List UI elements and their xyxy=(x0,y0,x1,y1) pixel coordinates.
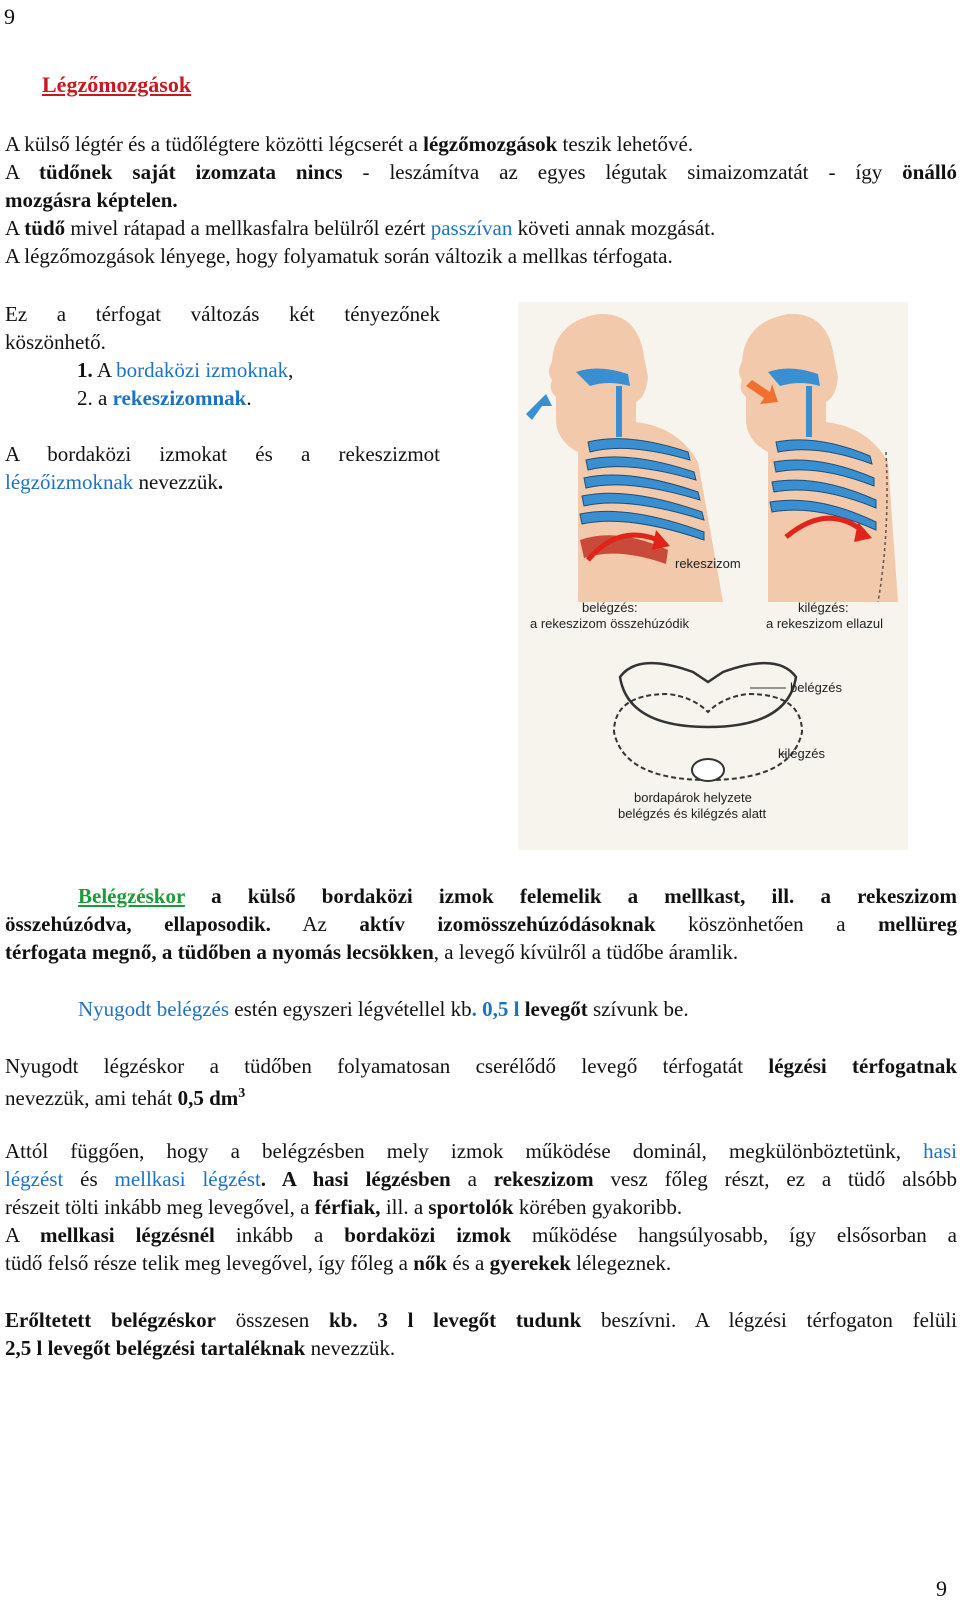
factors-line-3: A bordaközi izmokat és a rekeszizmot xyxy=(5,442,440,466)
types-line-2: légzést és mellkasi légzést. A hasi légzésben a rekeszizom vesz főleg részt, ez a tüdő alsóbb xyxy=(5,1167,957,1191)
label-kilegzes-desc: a rekeszizom ellazul xyxy=(766,616,884,631)
factors-line-1: Ez a térfogat változás két tényezőnek xyxy=(5,302,440,326)
tidal-line-2: nevezzük, ami tehát 0,5 $dm^3$ xyxy=(5,1086,246,1110)
factors-line-4: légzőizmoknak nevezzük. xyxy=(5,470,224,494)
calm-inhale-line: Nyugodt belégzés estén egyszeri légvétellel kb. 0,5 l levegőt szívunk be. xyxy=(78,997,689,1021)
caption-line-2: belégzés és kilégzés alatt xyxy=(618,806,767,821)
tidal-line-1: Nyugodt légzéskor a tüdőben folyamatosan cserélődő levegő térfogatát légzési térfogatnak xyxy=(5,1054,957,1078)
factors-line-2: köszönhető. xyxy=(5,330,106,354)
inhale-line-1: Belégzéskor a külső bordaközi izmok felemelik a mellkast, ill. a rekeszizom xyxy=(78,884,957,908)
label-kilegzes-title: kilégzés: xyxy=(798,600,849,615)
page-number-bottom: 9 xyxy=(936,1576,947,1601)
types-line-3: részeit tölti inkább meg levegővel, a férfiak, ill. a sportolók körében gyakoribb. xyxy=(5,1195,683,1219)
intro-line-2: A tüdőnek saját izomzata nincs - leszámítva az egyes légutak simaizomzatát - így önálló xyxy=(5,160,958,184)
left-air-arrow xyxy=(526,394,552,420)
caption-line-1: bordapárok helyzete xyxy=(634,790,752,805)
label-belegzes-desc: a rekeszizom összehúzódik xyxy=(530,616,689,631)
intro-line-5: A légzőmozgások lényege, hogy folyamatuk során változik a mellkas térfogata. xyxy=(5,244,673,268)
types-line-4: A mellkasi légzésnél inkább a bordaközi izmok működése hangsúlyosabb, így elsősorban a xyxy=(5,1223,957,1247)
page-title: Légzőmozgások xyxy=(42,72,192,97)
factor-item-1: 1. A bordaközi izmoknak, xyxy=(77,358,294,382)
factors-block xyxy=(5,300,440,496)
factor-item-2: 2. a rekeszizomnak. xyxy=(77,386,252,410)
right-trachea xyxy=(806,386,812,437)
types-line-5: tüdő felső része telik meg levegővel, így főleg a nők és a gyerekek lélegeznek. xyxy=(5,1251,672,1275)
forced-line-1: Erőltetett belégzéskor összesen kb. 3 l levegőt tudunk beszívni. A légzési térfogaton felüli xyxy=(5,1308,957,1332)
label-rekeszizom: rekeszizom xyxy=(675,556,741,571)
label-belegzes-title: belégzés: xyxy=(582,600,638,615)
right-body-silhouette xyxy=(739,314,898,602)
intro-line-1: A külső légtér és a tüdőlégtere közötti légcserét a légzőmozgások teszik lehetővé. xyxy=(5,132,694,156)
breathing-diagram xyxy=(518,302,908,850)
inhale-line-2: összehúzódva, ellaposodik. Az aktív izomösszehúzódásoknak köszönhetően a mellüreg xyxy=(5,912,957,936)
inhale-line-3: térfogata megnő, a tüdőben a nyomás lecsökken, a levegő kívülről a tüdőbe áramlik. xyxy=(5,940,739,964)
page-number-top: 9 xyxy=(4,4,15,29)
forced-line-2: 2,5 l levegőt belégzési tartaléknak nevezzük. xyxy=(5,1336,396,1360)
types-line-1: Attól függően, hogy a belégzésben mely izmok működése dominál, megkülönböztetünk, hasi xyxy=(5,1139,957,1163)
left-trachea xyxy=(616,386,622,437)
intro-line-4: A tüdő mivel rátapad a mellkasfalra belülről ezért passzívan követi annak mozgását. xyxy=(5,216,716,240)
label-belegzes-small: belégzés xyxy=(790,680,843,695)
vertebra xyxy=(692,759,724,781)
breathing-figure xyxy=(518,302,908,850)
label-kilegzes-small: kilégzés xyxy=(778,746,825,761)
intro-line-3: mozgásra képtelen. xyxy=(5,188,178,212)
